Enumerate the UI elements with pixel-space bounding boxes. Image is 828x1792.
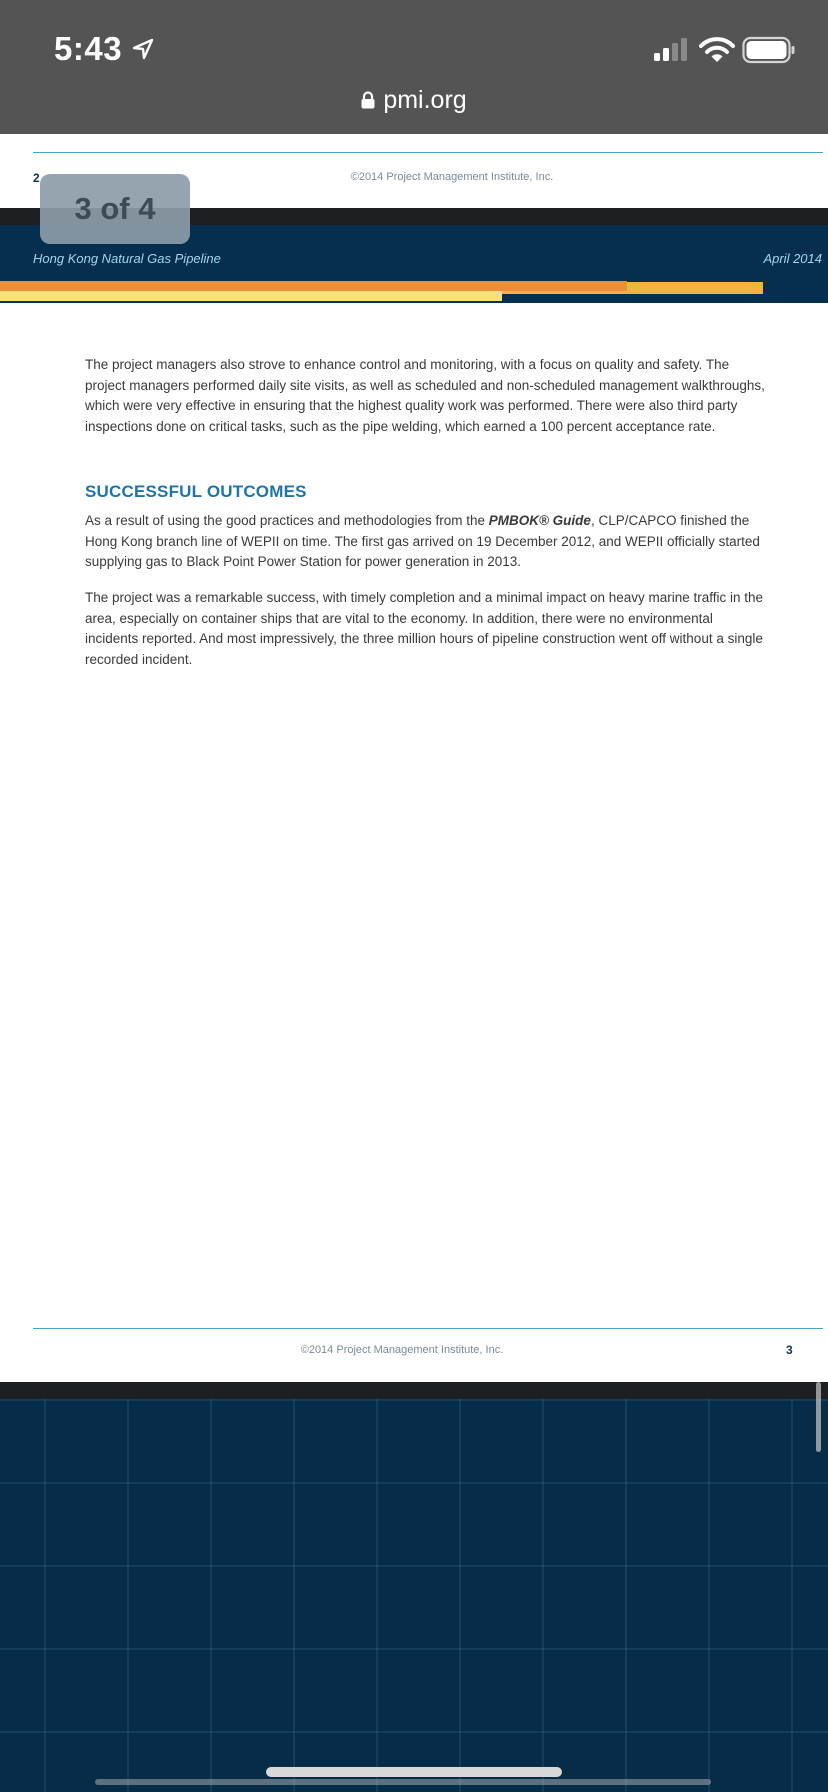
paragraph-outcomes xyxy=(85,511,765,573)
cellular-signal-icon xyxy=(652,38,690,62)
home-indicator[interactable] xyxy=(266,1767,562,1777)
banner-date: April 2014 xyxy=(763,251,822,266)
page-3-number: 3 xyxy=(786,1343,793,1357)
paragraph-2-suffix: , CLP/CAPCO finished the Hong Kong branch line of WEPII on time. The first gas arrived on 19 December 2012, and WEPII officially started supplying gas to Black Point Power Station for power generation in 2013. xyxy=(85,513,760,569)
page-3-copyright: ©2014 Project Management Institute, Inc. xyxy=(300,1344,504,1356)
scroll-indicator[interactable] xyxy=(816,1382,821,1452)
address-bar[interactable] xyxy=(0,86,828,115)
lock-icon xyxy=(361,91,375,109)
url-text: pmi.org xyxy=(383,86,467,114)
status-time: 5:43 xyxy=(54,30,123,67)
status-bar xyxy=(0,0,828,134)
section-heading: SUCCESSFUL OUTCOMES xyxy=(85,482,307,501)
paragraph-quality-control xyxy=(85,355,765,437)
yellow-stripe xyxy=(0,291,502,301)
orange-stripe xyxy=(0,281,627,291)
paragraph-2-prefix: As a result of using the good practices and methodologies from the xyxy=(85,513,489,528)
page-counter: 3 of 4 xyxy=(40,174,190,244)
page-3-footer-rule xyxy=(33,1328,823,1329)
page-2-number: 2 xyxy=(33,171,40,185)
toolbar-underline xyxy=(95,1779,711,1785)
paragraph-2-text xyxy=(85,511,765,573)
battery-icon xyxy=(742,36,796,64)
banner-title: Hong Kong Natural Gas Pipeline xyxy=(33,251,221,266)
paragraph-success xyxy=(85,588,765,670)
paragraph-1-text: The project managers also strove to enhance control and monitoring, with a focus on quality and safety. The project managers performed daily site visits, as well as scheduled and non-scheduled management walkthroughs, which were very effective in ensuring that the highest quality work was performed. There were also third party inspections done on critical tasks, such as the pipe welding, which earned a 100 percent acceptance rate. xyxy=(85,357,765,434)
wifi-icon xyxy=(699,36,735,64)
pdf-page-3 xyxy=(0,225,828,1382)
footer-rule xyxy=(33,152,823,153)
page-gap-2 xyxy=(0,1382,828,1399)
pmbok-guide-title: PMBOK® Guide xyxy=(488,513,591,528)
location-arrow-icon xyxy=(132,38,154,60)
pdf-page-4 xyxy=(0,1399,828,1792)
page-2-copyright: ©2014 Project Management Institute, Inc. xyxy=(350,171,554,183)
paragraph-3-text: The project was a remarkable success, with timely completion and a minimal impact on heavy marine traffic in the area, especially on container ships that are vital to the economy. In addition, there were no environmental incidents reported. And most impressively, the three million hours of pipeline construction went off without a single recorded incident. xyxy=(85,590,764,667)
